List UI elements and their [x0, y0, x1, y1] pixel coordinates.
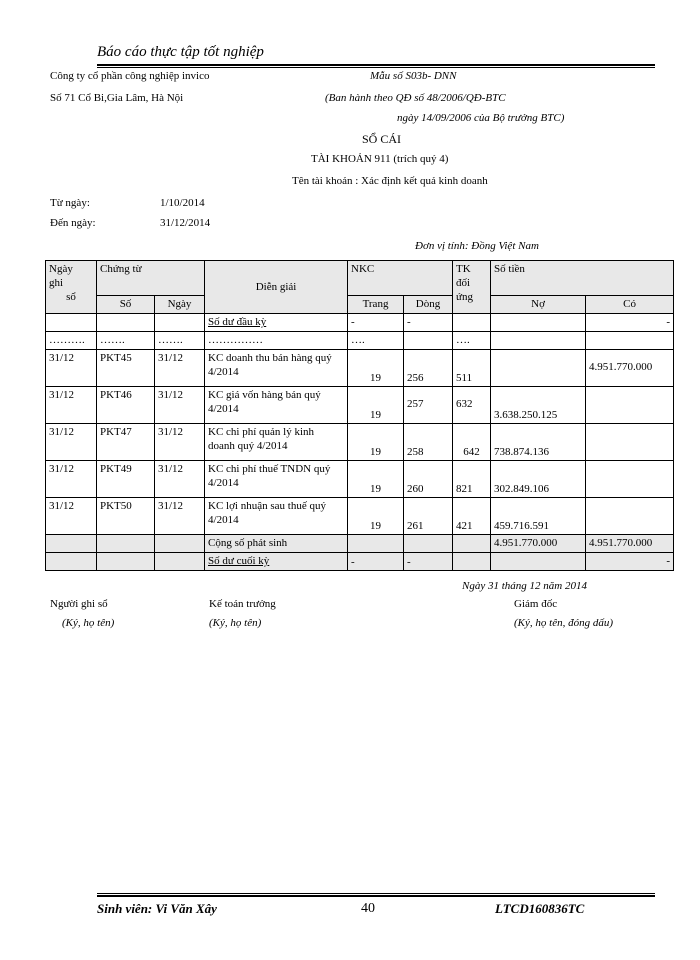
to-value: 31/12/2014 [160, 217, 211, 229]
table-row: 31/12 PKT45 31/12 KC doanh thu bán hàng quý 4/2014 19 256 511 4.951.770.000 [46, 350, 674, 387]
company-address: Số 71 Cổ Bi,Gia Lâm, Hà Nội [50, 92, 184, 104]
total-credit: 4.951.770.000 [586, 535, 674, 553]
footer-student: Sinh viên: Vi Văn Xây [97, 901, 217, 916]
report-header-title: Báo cáo thực tập tốt nghiệp [97, 44, 264, 60]
total-debit: 4.951.770.000 [491, 535, 586, 553]
col-line: Dòng [404, 296, 453, 314]
form-code: Mẫu số S03b- DNN [370, 70, 457, 82]
signer-accountant-title: Kế toán trưởng [209, 598, 276, 610]
signer-director-title: Giám đốc [514, 598, 558, 610]
header-rule [97, 64, 655, 68]
signer-recorder-note: (Ký, họ tên) [62, 617, 115, 629]
opening-balance-row: Số dư đầu kỳ - - - [46, 314, 674, 332]
closing-balance-row: Số dư cuối kỳ - - - [46, 553, 674, 571]
to-label: Đến ngày: [50, 217, 96, 229]
from-value: 1/10/2014 [160, 197, 205, 209]
col-page: Trang [348, 296, 404, 314]
col-amount: Số tiền [491, 261, 674, 296]
opening-label: Số dư đầu kỳ [205, 314, 348, 332]
currency-unit: Đơn vị tính: Đồng Việt Nam [415, 240, 539, 252]
col-voucher-day: Ngày [155, 296, 205, 314]
col-credit: Có [586, 296, 674, 314]
signer-recorder-title: Người ghi sổ [50, 598, 108, 610]
table-row: 31/12 PKT49 31/12 KC chi phí thuế TNDN quý 4/2014 19 260 821 302.849.106 [46, 461, 674, 498]
footer-rule [97, 893, 655, 897]
col-contra-account: TK đối ứng [453, 261, 491, 314]
col-date: Ngày ghi sổ [46, 261, 97, 314]
signer-accountant-note: (Ký, họ tên) [209, 617, 262, 629]
doc-account: TÀI KHOẢN 911 (trích quý 4) [311, 153, 449, 165]
ledger-table [45, 260, 674, 571]
col-debit: Nợ [491, 296, 586, 314]
company-name: Công ty cổ phần công nghiệp invico [50, 70, 210, 82]
doc-title: SỔ CÁI [362, 132, 402, 146]
total-row [46, 535, 674, 553]
signature-date: Ngày 31 tháng 12 năm 2014 [462, 580, 587, 592]
col-voucher-no: Số [97, 296, 155, 314]
signer-director-note: (Ký, họ tên, đóng dấu) [514, 617, 613, 629]
doc-account-name: Tên tài khoản : Xác định kết quả kinh doanh [292, 175, 488, 187]
ellipsis-row: ………. ……. ……. …………… …. …. [46, 332, 674, 350]
page-number: 40 [361, 901, 375, 916]
table-row: 31/12 PKT47 31/12 KC chi phí quản lý kinh doanh quý 4/2014 19 258 642 738.874.136 [46, 424, 674, 461]
closing-label: Số dư cuối kỳ [205, 553, 348, 571]
col-nkc: NKC [348, 261, 453, 296]
form-issued: (Ban hành theo QĐ số 48/2006/QĐ-BTC [325, 92, 506, 104]
col-voucher: Chứng từ [97, 261, 205, 296]
footer-class-code: LTCD160836TC [495, 901, 585, 916]
col-description: Diễn giải [205, 261, 348, 314]
table-row: 31/12 PKT50 31/12 KC lợi nhuận sau thuế quý 4/2014 19 261 421 459.716.591 [46, 498, 674, 535]
total-label: Cộng số phát sinh [205, 535, 348, 553]
table-row: 31/12 PKT46 31/12 KC giá vốn hàng bán quý 4/2014 19 257 632 3.638.250.125 [46, 387, 674, 424]
from-label: Từ ngày: [50, 197, 90, 209]
form-date: ngày 14/09/2006 của Bộ trưởng BTC) [397, 112, 565, 124]
